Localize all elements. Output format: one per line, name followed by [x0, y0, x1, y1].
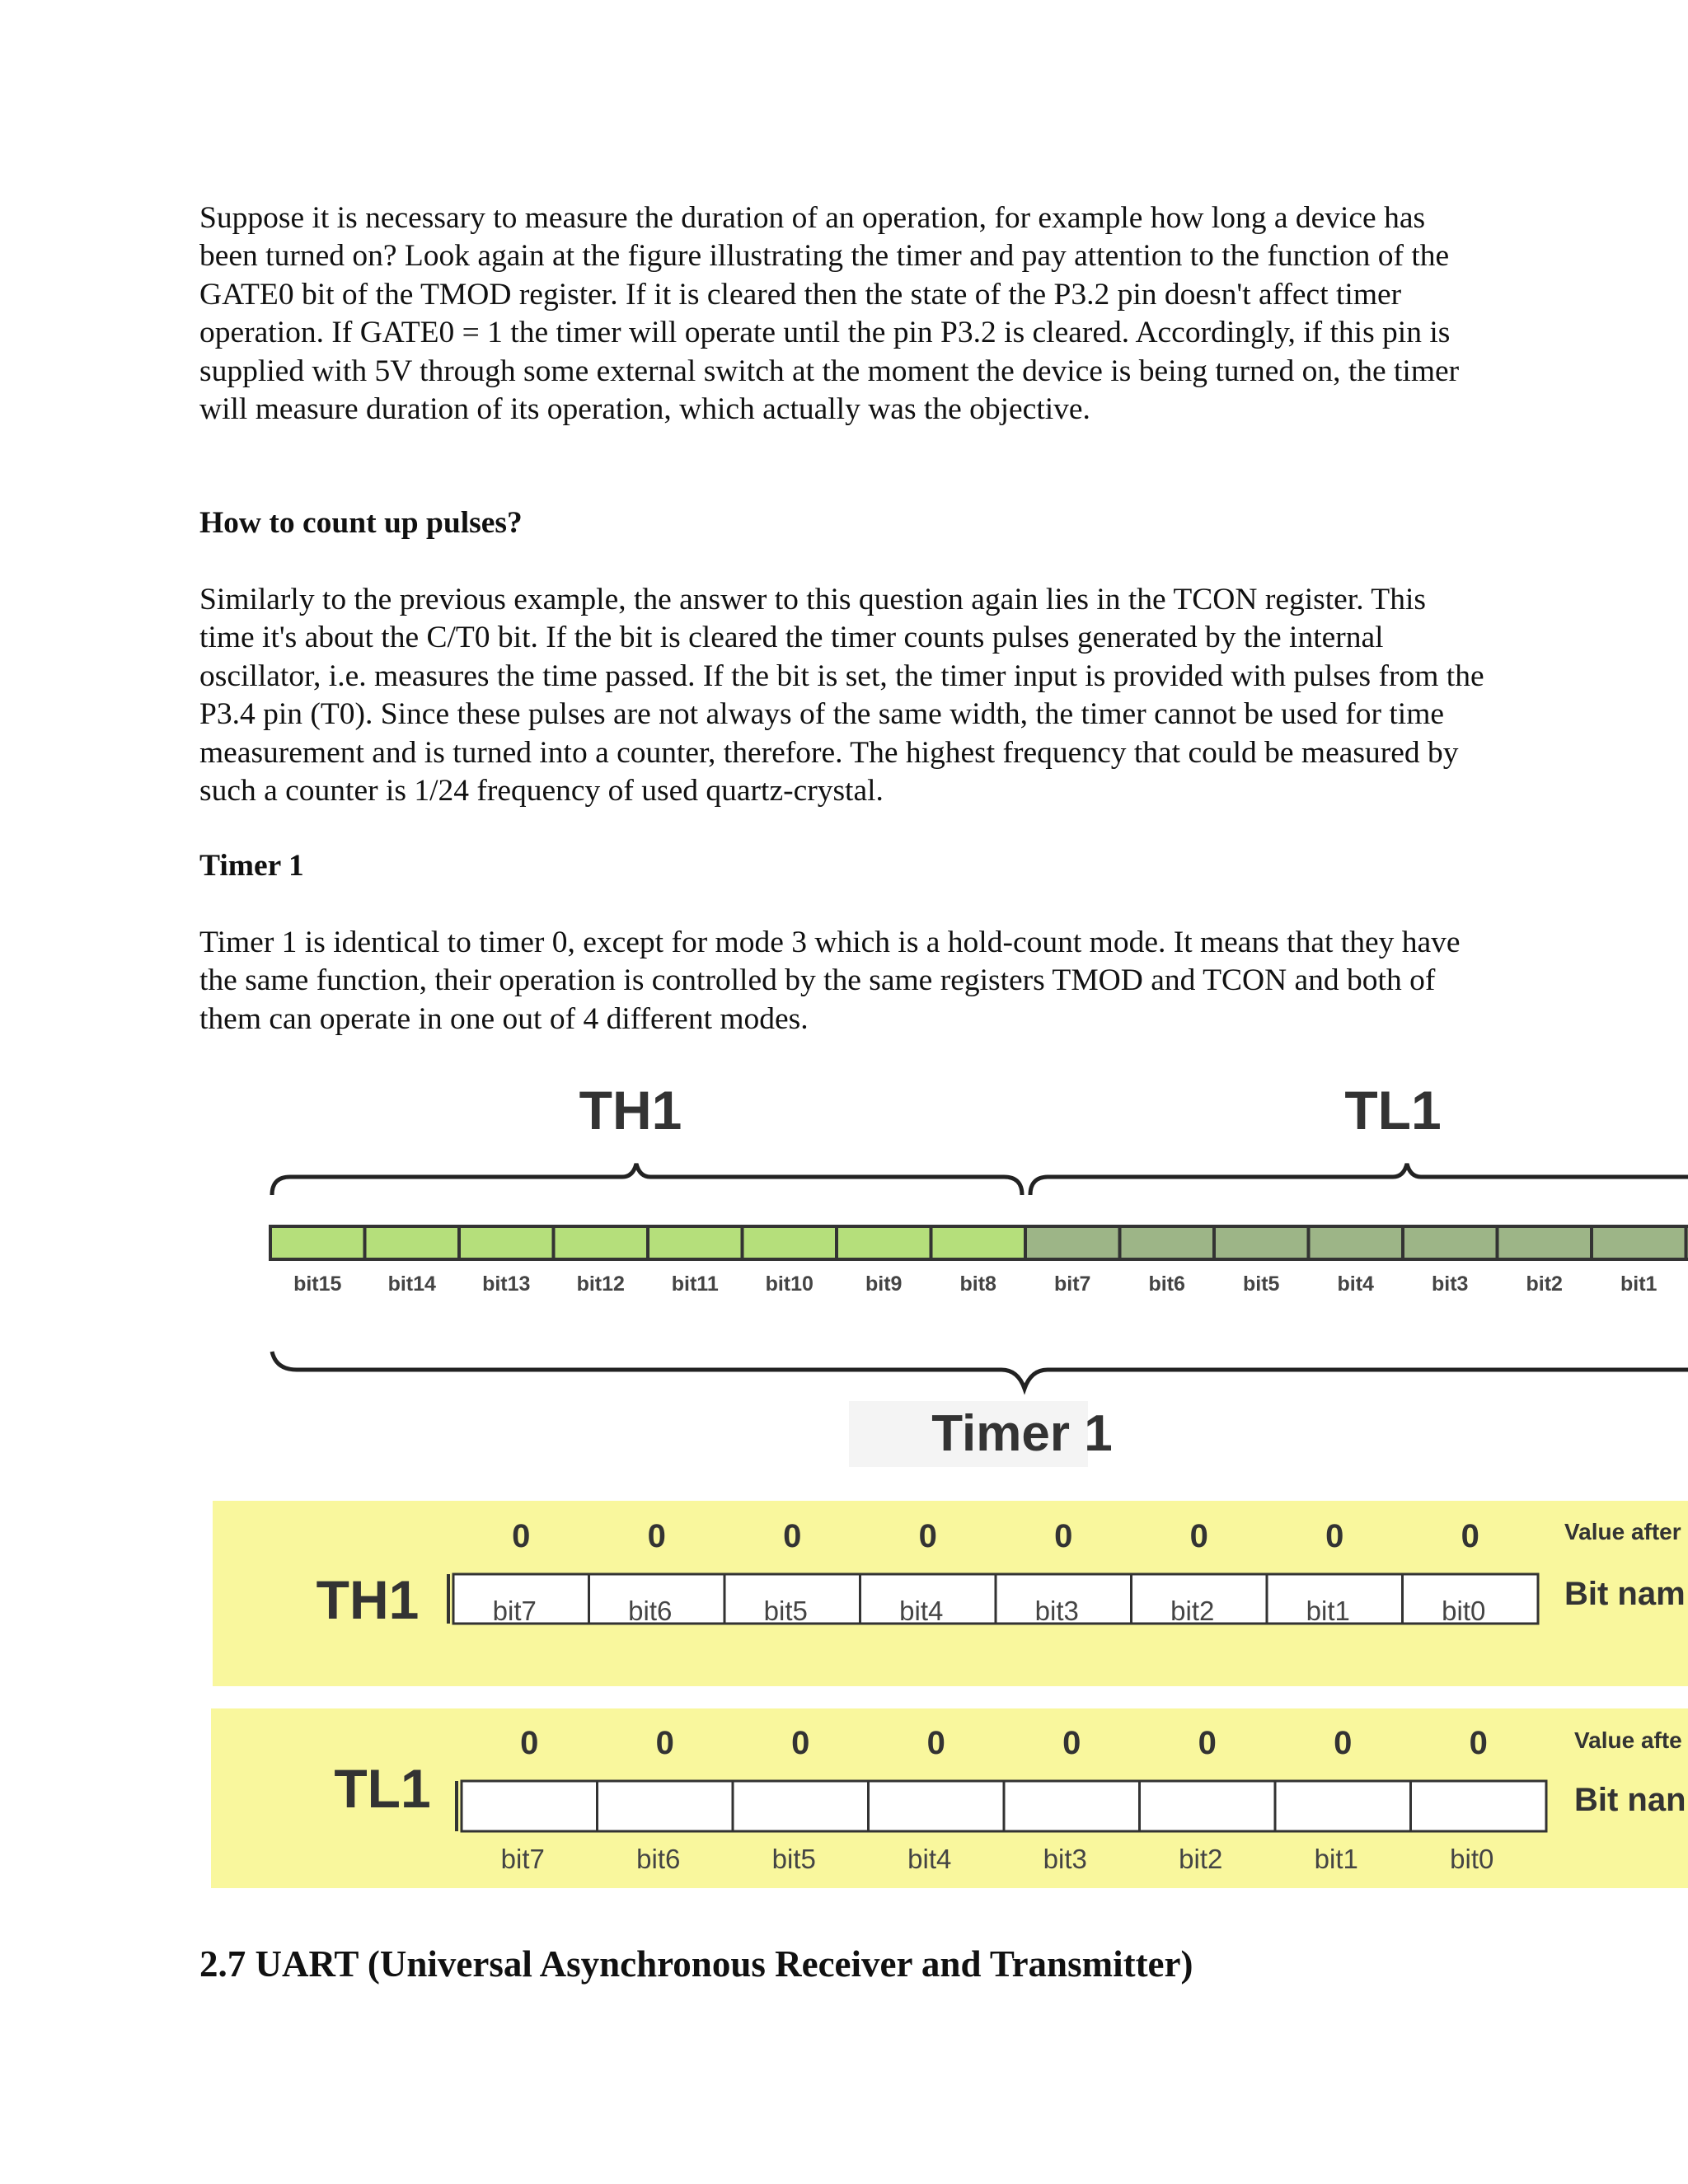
th1-value-caption: Value after: [1564, 1519, 1681, 1544]
tl1-bitname-bit4: bit4: [907, 1844, 952, 1874]
th1-value-bit5: 0: [783, 1518, 802, 1554]
timer1-label: Timer 1: [931, 1405, 1113, 1462]
bit-label-bit4: bit4: [1337, 1272, 1374, 1296]
tl1-register-svg: [211, 1708, 1688, 1888]
th1-label: TH1: [579, 1080, 682, 1141]
tl1-cell-bit1: [1275, 1781, 1411, 1831]
paragraph-timer1: [199, 924, 1485, 1038]
th1-value-bit2: 0: [1189, 1518, 1208, 1554]
tl1-cell-bit7: [462, 1781, 598, 1831]
th1-value-bit1: 0: [1325, 1518, 1344, 1554]
bit-label-bit13: bit13: [482, 1272, 531, 1296]
timer1-bit-diagram-svg: [0, 1071, 1688, 1500]
bit-cell-bit1: [1592, 1226, 1686, 1259]
bit-label-bit2: bit2: [1526, 1272, 1563, 1296]
heading-count-pulses: [199, 504, 1485, 542]
bit-label-bit12: bit12: [576, 1272, 625, 1296]
th1-value-bit3: 0: [1054, 1518, 1073, 1554]
th1-register-svg: [213, 1501, 1688, 1686]
bit-cells: [270, 1226, 1688, 1259]
heading-timer1-text: Timer 1: [199, 849, 304, 883]
th1-bitname-caption: Bit nam: [1564, 1576, 1686, 1612]
paragraph-pulses: [199, 581, 1485, 810]
bit-cell-bit11: [648, 1226, 743, 1259]
th1-brace: [272, 1164, 1022, 1195]
bit-label-bit1: bit1: [1620, 1272, 1658, 1296]
th1-bitname-bit3: bit3: [1034, 1596, 1079, 1626]
tl1-bit-names: [501, 1844, 1494, 1874]
bit-cell-bit10: [743, 1226, 837, 1259]
bit-label-bit15: bit15: [293, 1272, 342, 1296]
heading-timer1: [199, 847, 1485, 885]
tl1-bitname-bit2: bit2: [1179, 1844, 1223, 1874]
th1-bitname-bit6: bit6: [628, 1596, 673, 1626]
tl1-cell-bit0: [1411, 1781, 1547, 1831]
th1-value-bit6: 0: [647, 1518, 666, 1554]
tl1-value-bit5: 0: [791, 1725, 810, 1761]
th1-register-panel: [213, 1501, 1688, 1686]
paragraph-pulses-text: Similarly to the previous example, the answer to this question again lies in the TCON register. This time it's about the C/T0 bit. If the bit is cleared the timer counts pulses generated by the internal oscillator, i.e. measures the time passed. If the bit is set, the timer input is provided with pulses from the P3.4 pin (T0). Since these pulses are not always of the same width, the timer cannot be used for time measurement and is turned into a counter, therefore. The highest frequency that could be measured by such a counter is 1/24 frequency of used quartz-crystal.: [199, 583, 1484, 808]
th1-cells: [448, 1574, 1538, 1624]
bit-label-bit5: bit5: [1243, 1272, 1280, 1296]
tl1-bitname-bit1: bit1: [1314, 1844, 1358, 1874]
bit-cell-bit7: [1025, 1226, 1120, 1259]
tl1-cell-bit3: [1004, 1781, 1140, 1831]
th1-bitname-bit1: bit1: [1306, 1596, 1350, 1626]
heading-uart-text: 2.7 UART (Universal Asynchronous Receiver and Transmitter): [199, 1943, 1193, 1985]
tl1-label: TL1: [1344, 1080, 1442, 1141]
tl1-register-panel: [211, 1708, 1688, 1888]
tl1-bitname-bit3: bit3: [1043, 1844, 1087, 1874]
th1-value-bit0: 0: [1461, 1518, 1479, 1554]
bit-cell-bit12: [554, 1226, 649, 1259]
bit-cell-bit2: [1498, 1226, 1592, 1259]
bit-cell-bit6: [1120, 1226, 1215, 1259]
th1-register-name: TH1: [316, 1569, 420, 1630]
tl1-bitname-bit5: bit5: [771, 1844, 816, 1874]
th1-value-bit7: 0: [512, 1518, 531, 1554]
tl1-cell-bit2: [1140, 1781, 1276, 1831]
heading-count-pulses-text: How to count up pulses?: [199, 506, 523, 540]
timer1-brace: [272, 1352, 1688, 1389]
tl1-cell-bit6: [598, 1781, 734, 1831]
th1-bitname-bit5: bit5: [763, 1596, 808, 1626]
th1-value-bit4: 0: [918, 1518, 937, 1554]
tl1-value-bit3: 0: [1062, 1725, 1081, 1761]
tl1-value-bit4: 0: [926, 1725, 945, 1761]
tl1-value-bit7: 0: [520, 1725, 539, 1761]
th1-values: [512, 1518, 1479, 1554]
timer1-bit-diagram: [0, 1071, 1688, 1500]
th1-bitname-bit2: bit2: [1170, 1596, 1215, 1626]
bit-cell-bit3: [1403, 1226, 1498, 1259]
heading-uart: [199, 1941, 1485, 1987]
bit-cell-bit8: [931, 1226, 1026, 1259]
bit-cell-bit13: [459, 1226, 554, 1259]
tl1-cells: [457, 1781, 1546, 1831]
th1-bitname-bit4: bit4: [899, 1596, 944, 1626]
tl1-cell-bit4: [869, 1781, 1005, 1831]
paragraph-timer1-text: Timer 1 is identical to timer 0, except for mode 3 which is a hold-count mode. It means that they have the same function, their operation is controlled by the same registers TMOD and TCON and both of them can operate in one out of 4 different modes.: [199, 926, 1461, 1036]
paragraph-gate-text: Suppose it is necessary to measure the duration of an operation, for example how long a device has been turned on? Look again at the figure illustrating the timer and pay attention to the function of the GATE0 bit of the TMOD register. If it is cleared then the state of the P3.2 pin doesn't affect timer operation. If GATE0 = 1 the timer will operate until the pin P3.2 is cleared. Accordingly, if this pin is supplied with 5V through some external switch at the moment the device is being turned on, the timer will measure duration of its operation, which actually was the objective.: [199, 201, 1460, 427]
bit-cell-bit15: [270, 1226, 365, 1259]
bit-label-bit3: bit3: [1432, 1272, 1469, 1296]
bit-label-bit10: bit10: [765, 1272, 814, 1296]
th1-bitname-bit0: bit0: [1442, 1596, 1486, 1626]
bit-cell-bit9: [837, 1226, 931, 1259]
bit-labels: [293, 1272, 1657, 1296]
tl1-value-bit1: 0: [1334, 1725, 1353, 1761]
tl1-value-bit0: 0: [1469, 1725, 1488, 1761]
tl1-bitname-caption: Bit nan: [1574, 1782, 1686, 1818]
bit-label-bit9: bit9: [865, 1272, 903, 1296]
tl1-bitname-bit7: bit7: [500, 1844, 545, 1874]
tl1-value-bit2: 0: [1198, 1725, 1217, 1761]
tl1-value-caption: Value afte: [1574, 1727, 1682, 1753]
bit-cell-bit5: [1214, 1226, 1309, 1259]
tl1-bitname-bit0: bit0: [1450, 1844, 1494, 1874]
tl1-value-bit6: 0: [655, 1725, 674, 1761]
tl1-register-name: TL1: [334, 1758, 431, 1819]
bit-cell-bit14: [365, 1226, 460, 1259]
bit-cell-bit4: [1309, 1226, 1404, 1259]
bit-label-bit7: bit7: [1054, 1272, 1091, 1296]
tl1-bitname-bit6: bit6: [636, 1844, 681, 1874]
tl1-cell-bit5: [733, 1781, 869, 1831]
tl1-values: [520, 1725, 1488, 1761]
bit-label-bit8: bit8: [959, 1272, 996, 1296]
th1-bitname-bit7: bit7: [492, 1596, 537, 1626]
bit-label-bit11: bit11: [671, 1272, 719, 1296]
paragraph-gate: [199, 199, 1485, 429]
bit-label-bit6: bit6: [1148, 1272, 1185, 1296]
tl1-brace: [1030, 1164, 1688, 1195]
bit-label-bit14: bit14: [387, 1272, 436, 1296]
